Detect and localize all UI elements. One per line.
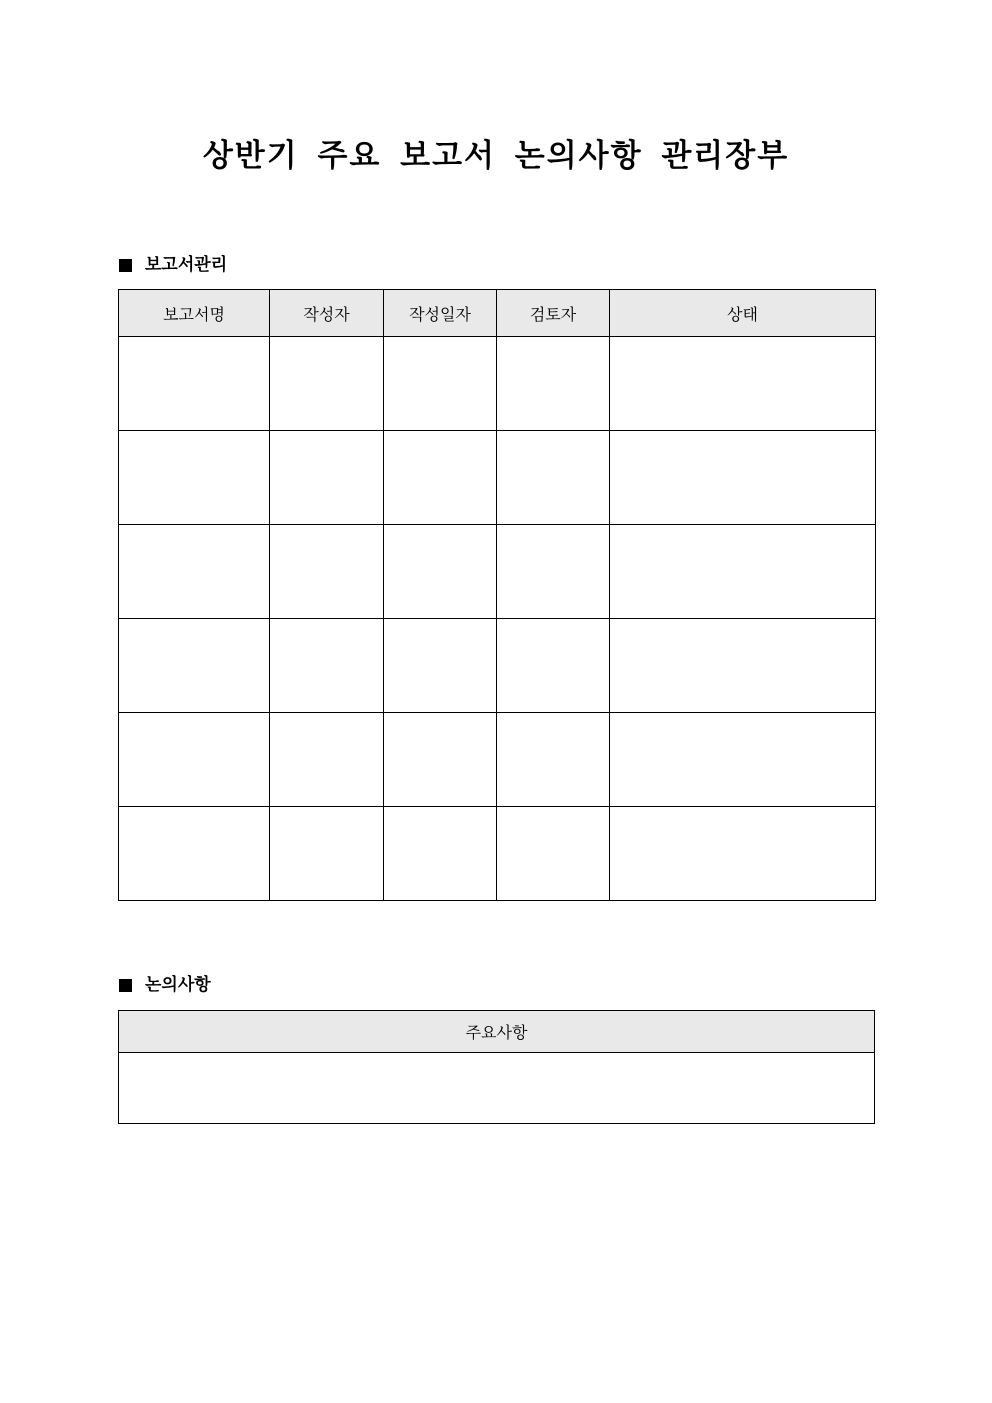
report-name-cell[interactable]	[119, 713, 270, 807]
reviewer-cell[interactable]	[497, 431, 610, 525]
author-cell[interactable]	[270, 431, 384, 525]
author-cell[interactable]	[270, 337, 384, 431]
square-bullet-icon	[119, 259, 132, 272]
date-cell[interactable]	[384, 619, 497, 713]
author-cell[interactable]	[270, 807, 384, 901]
table-header-row	[119, 1011, 875, 1053]
section-heading-label: 논의사항	[145, 975, 211, 995]
square-bullet-icon	[119, 979, 132, 992]
date-cell[interactable]	[384, 337, 497, 431]
author-cell[interactable]	[270, 525, 384, 619]
status-cell[interactable]	[610, 713, 876, 807]
date-cell[interactable]	[384, 431, 497, 525]
date-cell[interactable]	[384, 807, 497, 901]
column-header-date: 작성일자	[384, 290, 497, 337]
status-cell[interactable]	[610, 337, 876, 431]
report-name-cell[interactable]	[119, 525, 270, 619]
reviewer-cell[interactable]	[497, 713, 610, 807]
table-row	[119, 1053, 875, 1124]
status-cell[interactable]	[610, 807, 876, 901]
reviewer-cell[interactable]	[497, 619, 610, 713]
report-table	[118, 289, 876, 901]
section-heading-discussion	[119, 973, 211, 997]
column-header-author: 작성자	[270, 290, 384, 337]
column-header-key-points: 주요사항	[119, 1011, 875, 1053]
report-name-cell[interactable]	[119, 619, 270, 713]
table-row	[119, 525, 876, 619]
table-header-row	[119, 290, 876, 337]
reviewer-cell[interactable]	[497, 807, 610, 901]
report-name-cell[interactable]	[119, 431, 270, 525]
author-cell[interactable]	[270, 713, 384, 807]
table-row	[119, 431, 876, 525]
reviewer-cell[interactable]	[497, 337, 610, 431]
section-heading-label: 보고서관리	[145, 255, 228, 275]
column-header-report-name: 보고서명	[119, 290, 270, 337]
discussion-table	[118, 1010, 875, 1124]
status-cell[interactable]	[610, 525, 876, 619]
status-cell[interactable]	[610, 619, 876, 713]
date-cell[interactable]	[384, 525, 497, 619]
table-row	[119, 337, 876, 431]
key-points-cell[interactable]	[119, 1053, 875, 1124]
report-name-cell[interactable]	[119, 337, 270, 431]
report-name-cell[interactable]	[119, 807, 270, 901]
reviewer-cell[interactable]	[497, 525, 610, 619]
column-header-reviewer: 검토자	[497, 290, 610, 337]
section-heading-report	[119, 253, 227, 277]
date-cell[interactable]	[384, 713, 497, 807]
column-header-status: 상태	[610, 290, 876, 337]
page-title: 상반기 주요 보고서 논의사항 관리장부	[202, 138, 790, 174]
table-row	[119, 619, 876, 713]
table-row	[119, 807, 876, 901]
table-row	[119, 713, 876, 807]
status-cell[interactable]	[610, 431, 876, 525]
author-cell[interactable]	[270, 619, 384, 713]
